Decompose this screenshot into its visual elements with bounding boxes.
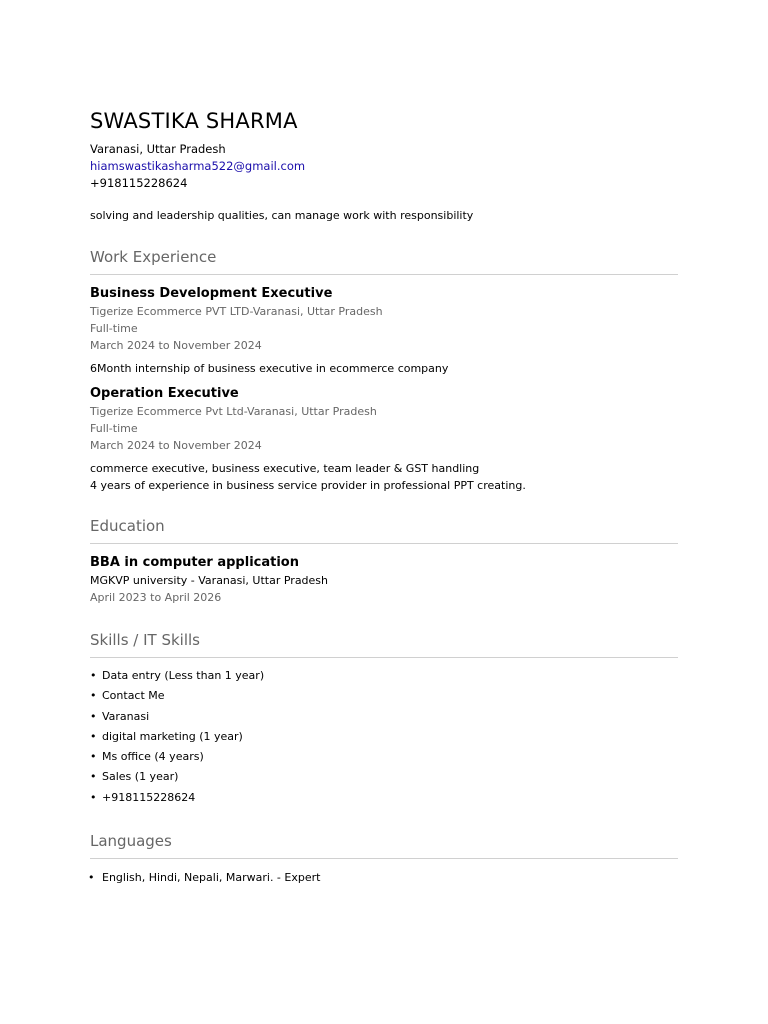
- job-company: Tigerize Ecommerce Pvt Ltd-Varanasi, Uttar Pradesh: [90, 405, 377, 418]
- job-description-line: commerce executive, business executive, team leader & GST handling: [90, 462, 480, 475]
- education-section: [90, 516, 678, 606]
- skills-section: [90, 630, 678, 808]
- summary-text: solving and leadership qualities, can manage work with responsibility: [90, 209, 474, 222]
- job-company: Tigerize Ecommerce PVT LTD-Varanasi, Uttar Pradesh: [90, 305, 383, 318]
- languages-list: [90, 869, 678, 886]
- candidate-name: SWASTIKA SHARMA: [90, 109, 298, 133]
- languages-section: [90, 831, 678, 886]
- skill-item: • Data entry (Less than 1 year): [90, 666, 678, 686]
- job-description: [90, 460, 678, 494]
- resume-document: [90, 108, 678, 886]
- skill-item: • Ms office (4 years): [90, 747, 678, 767]
- job-description: [90, 360, 678, 377]
- job-description-line: 6Month internship of business executive in ecommerce company: [90, 362, 449, 375]
- job-description-line: 4 years of experience in business service provider in professional PPT creating.: [90, 479, 526, 492]
- job-dates: March 2024 to November 2024: [90, 439, 262, 452]
- skill-item: • digital marketing (1 year): [90, 727, 678, 747]
- job-title: Business Development Executive: [90, 286, 333, 301]
- institution-text: MGKVP university - Varanasi, Uttar Pradesh: [90, 574, 329, 587]
- languages-heading: Languages: [90, 831, 678, 859]
- skill-item: • Varanasi: [90, 707, 678, 727]
- phone-text: +918115228624: [90, 176, 188, 190]
- education-dates: April 2023 to April 2026: [90, 591, 222, 604]
- work-experience-section: [90, 247, 678, 494]
- job-entry: [90, 285, 678, 377]
- skill-item: • Contact Me: [90, 686, 678, 706]
- job-title: Operation Executive: [90, 386, 239, 401]
- location-text: Varanasi, Uttar Pradesh: [90, 142, 226, 156]
- education-heading: Education: [90, 516, 678, 544]
- skill-item: • +918115228624: [90, 788, 678, 808]
- resume-header: [90, 108, 678, 223]
- degree-title: BBA in computer application: [90, 555, 299, 570]
- skills-list: [90, 666, 678, 808]
- job-dates: March 2024 to November 2024: [90, 339, 262, 352]
- language-item: • English, Hindi, Nepali, Marwari. - Expert: [90, 869, 678, 886]
- work-experience-heading: Work Experience: [90, 247, 678, 275]
- email-link[interactable]: hiamswastikasharma522@gmail.com: [90, 159, 306, 173]
- skills-heading: Skills / IT Skills: [90, 630, 678, 658]
- education-entry: [90, 554, 678, 606]
- skill-item: • Sales (1 year): [90, 767, 678, 787]
- job-type: Full-time: [90, 422, 138, 435]
- job-entry: [90, 385, 678, 494]
- job-type: Full-time: [90, 322, 138, 335]
